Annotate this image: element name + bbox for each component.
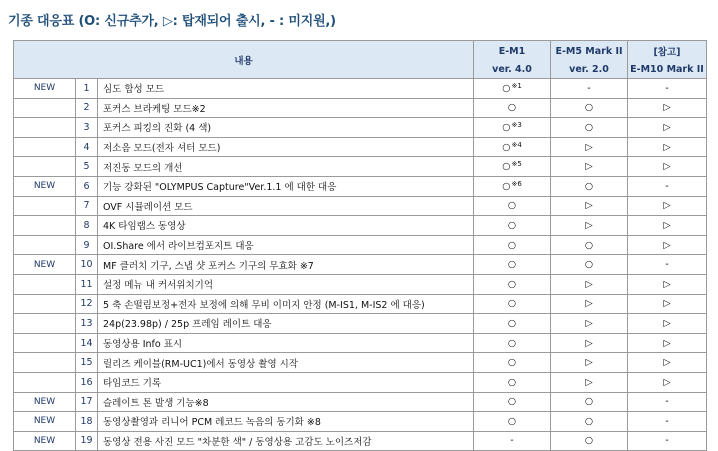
- row-em10-support-text: -: [665, 435, 669, 447]
- table-row: [14, 176, 707, 196]
- row-em5-support-text: ▷: [585, 141, 593, 153]
- row-em1-support-text: ○: [502, 161, 511, 173]
- row-feature: [98, 353, 474, 373]
- row-em5-support-text: ▷: [585, 278, 593, 290]
- row-em1-support-text: -: [510, 435, 514, 447]
- row-number: [76, 157, 98, 177]
- row-em10-support: [628, 353, 707, 373]
- row-new-badge-text: NEW: [33, 181, 56, 192]
- row-em5-support-text: ▷: [585, 219, 593, 231]
- row-feature: [98, 118, 474, 138]
- row-feature-text: OVF 시뮬레이션 모드: [103, 201, 193, 213]
- table-row: [14, 98, 707, 118]
- footnote-mark: ※3: [511, 120, 522, 129]
- row-feature-text: 심도 합성 모드: [103, 84, 165, 96]
- footnote-mark: ※6: [511, 179, 522, 188]
- row-em1-support: [474, 137, 551, 157]
- row-em10-support-text: ▷: [663, 161, 671, 173]
- row-em10-support: [628, 176, 707, 196]
- table-row: [14, 392, 707, 412]
- row-number-text: 11: [80, 278, 93, 290]
- row-em1-support-text: ○: [502, 82, 511, 94]
- row-em10-support-text: ▷: [663, 357, 671, 369]
- row-em1-support: [474, 176, 551, 196]
- row-new-badge: [14, 98, 76, 118]
- row-feature-text: 24p(23.98p) / 25p 프레임 레이트 대응: [103, 319, 272, 331]
- row-em5-support-text: ▷: [585, 298, 593, 310]
- table-row: [14, 255, 707, 275]
- row-em10-support: [628, 79, 707, 99]
- table-row: [14, 118, 707, 138]
- row-feature: [98, 137, 474, 157]
- row-feature-text: 릴리즈 케이블(RM-UC1)에서 동영상 촬영 시작: [103, 358, 299, 370]
- row-em10-support-text: -: [665, 180, 669, 192]
- row-number-text: 14: [80, 337, 93, 349]
- row-em10-support: [628, 372, 707, 392]
- row-number-text: 12: [80, 298, 93, 310]
- row-em10-support-text: -: [665, 82, 669, 94]
- model-support-table: [13, 40, 707, 451]
- row-number: [76, 372, 98, 392]
- table-row: [14, 216, 707, 236]
- row-em1-support: [474, 412, 551, 432]
- row-number-text: 3: [83, 121, 90, 133]
- row-new-badge: [14, 274, 76, 294]
- row-feature: [98, 333, 474, 353]
- row-em5-support: [551, 235, 628, 255]
- row-number-text: 1: [83, 82, 90, 94]
- row-feature-text: 동영상 전용 사진 모드 "차분한 색" / 동영상용 고감도 노이즈저감: [103, 436, 372, 448]
- row-number: [76, 392, 98, 412]
- row-number-text: 8: [83, 219, 90, 231]
- row-number-text: 4: [83, 141, 90, 153]
- row-em5-support-text: ▷: [585, 357, 593, 369]
- row-em5-support-text: -: [587, 82, 591, 94]
- row-em10-support-text: ▷: [663, 298, 671, 310]
- row-em5-support-text: ○: [584, 102, 594, 114]
- header-em10-reference: [참고]: [628, 41, 707, 62]
- row-feature-text: 슬레이트 톤 발생 기능※8: [103, 397, 209, 409]
- row-new-badge-text: NEW: [33, 416, 56, 427]
- row-feature-text: 5 축 손떨림보정+전자 보정에 의해 무비 이미지 안정 (M-IS1, M-IS2 에 대응): [103, 299, 425, 311]
- row-em5-support: [551, 176, 628, 196]
- row-number: [76, 118, 98, 138]
- row-em5-support: [551, 157, 628, 177]
- row-em1-support: [474, 157, 551, 177]
- row-em5-support-text: ▷: [585, 161, 593, 173]
- row-em10-support: [628, 255, 707, 275]
- row-feature: [98, 98, 474, 118]
- table-row: [14, 79, 707, 99]
- header-em1-version: ver. 4.0: [474, 61, 551, 79]
- row-em5-support-text: ○: [584, 415, 594, 427]
- row-em10-support: [628, 157, 707, 177]
- row-em5-support: [551, 333, 628, 353]
- row-em1-support: [474, 274, 551, 294]
- row-number-text: 10: [80, 259, 93, 271]
- row-new-badge: [14, 372, 76, 392]
- row-new-badge-text: NEW: [33, 396, 56, 407]
- row-feature: [98, 157, 474, 177]
- row-em1-support: [474, 79, 551, 99]
- row-em5-support-text: ○: [584, 180, 594, 192]
- row-em1-support: [474, 294, 551, 314]
- row-em5-support-text: ▷: [585, 337, 593, 349]
- row-em10-support-text: ▷: [663, 337, 671, 349]
- row-number: [76, 353, 98, 373]
- row-feature: [98, 372, 474, 392]
- row-em1-support-text: ○: [507, 337, 517, 349]
- row-feature-text: OI.Share 에서 라이브컴포지트 대응: [103, 241, 254, 253]
- row-feature-text: 기능 강화된 "OLYMPUS Capture"Ver.1.1 에 대한 대응: [103, 182, 337, 194]
- row-number-text: 16: [80, 376, 93, 388]
- row-new-badge: [14, 314, 76, 334]
- header-content: 내용: [14, 41, 474, 79]
- row-new-badge: [14, 353, 76, 373]
- table-row: [14, 353, 707, 373]
- row-em1-support-text: ○: [502, 121, 511, 133]
- row-em1-support-text: ○: [507, 415, 517, 427]
- row-em1-support: [474, 353, 551, 373]
- row-number: [76, 196, 98, 216]
- row-em1-support: [474, 372, 551, 392]
- row-em10-support-text: -: [665, 259, 669, 271]
- row-em5-support: [551, 412, 628, 432]
- table-row: [14, 274, 707, 294]
- row-em10-support: [628, 98, 707, 118]
- row-feature-text: 동영상용 Info 표시: [103, 339, 183, 351]
- row-em10-support: [628, 412, 707, 432]
- row-em10-support: [628, 333, 707, 353]
- row-em5-support-text: ○: [584, 239, 594, 251]
- row-number-text: 9: [83, 239, 90, 251]
- row-em1-support-text: ○: [507, 357, 517, 369]
- row-feature: [98, 392, 474, 412]
- row-em10-support-text: ▷: [663, 141, 671, 153]
- row-em10-support-text: ▷: [663, 219, 671, 231]
- row-feature-text: 타임코드 기록: [103, 378, 162, 390]
- row-em10-support-text: ▷: [663, 200, 671, 212]
- header-em10-model: E-M10 Mark II: [628, 61, 707, 79]
- row-new-badge: [14, 392, 76, 412]
- row-em1-support: [474, 118, 551, 138]
- row-em1-support-text: ○: [507, 102, 517, 114]
- table-row: [14, 314, 707, 334]
- row-new-badge: [14, 137, 76, 157]
- row-em5-support-text: ○: [584, 259, 594, 271]
- row-em5-support-text: ▷: [585, 376, 593, 388]
- row-em5-support: [551, 98, 628, 118]
- row-em10-support: [628, 314, 707, 334]
- row-em10-support-text: ▷: [663, 317, 671, 329]
- row-em1-support-text: ○: [502, 180, 511, 192]
- page-title: 기종 대응표 (O: 신규추가, ▷: 탑재되어 출시, - : 미지원,): [8, 14, 336, 29]
- row-em1-support-text: ○: [507, 376, 517, 388]
- row-em10-support-text: ▷: [663, 278, 671, 290]
- row-em1-support: [474, 392, 551, 412]
- row-feature: [98, 216, 474, 236]
- row-number-text: 5: [83, 161, 90, 173]
- table-row: [14, 235, 707, 255]
- row-feature: [98, 196, 474, 216]
- row-number-text: 19: [80, 435, 93, 447]
- row-em5-support: [551, 372, 628, 392]
- row-em10-support: [628, 118, 707, 138]
- row-em10-support: [628, 274, 707, 294]
- row-em5-support: [551, 274, 628, 294]
- row-em10-support: [628, 216, 707, 236]
- header-em5-version: ver. 2.0: [551, 61, 628, 79]
- row-number: [76, 216, 98, 236]
- row-em5-support-text: ▷: [585, 317, 593, 329]
- row-em1-support: [474, 98, 551, 118]
- row-em1-support: [474, 196, 551, 216]
- row-number: [76, 314, 98, 334]
- row-feature-text: 포커스 브라케팅 모드※2: [103, 103, 206, 115]
- table-row: [14, 412, 707, 432]
- row-em5-support: [551, 353, 628, 373]
- row-feature: [98, 235, 474, 255]
- row-feature-text: 포커스 피킹의 진화 (4 색): [103, 123, 212, 135]
- row-number: [76, 294, 98, 314]
- row-em5-support-text: ▷: [585, 200, 593, 212]
- row-em1-support: [474, 314, 551, 334]
- row-new-badge: [14, 333, 76, 353]
- row-em5-support: [551, 79, 628, 99]
- footnote-mark: ※4: [511, 140, 522, 149]
- row-new-badge-text: NEW: [33, 435, 56, 446]
- row-feature: [98, 274, 474, 294]
- row-em1-support-text: ○: [507, 278, 517, 290]
- table-row: [14, 137, 707, 157]
- table-row: [14, 157, 707, 177]
- row-feature: [98, 255, 474, 275]
- row-em5-support-text: ○: [584, 435, 594, 447]
- row-feature: [98, 294, 474, 314]
- row-number: [76, 98, 98, 118]
- row-em1-support: [474, 333, 551, 353]
- row-em10-support-text: -: [665, 415, 669, 427]
- table-body: [14, 79, 707, 451]
- row-em1-support: [474, 255, 551, 275]
- row-new-badge: [14, 176, 76, 196]
- row-number: [76, 255, 98, 275]
- row-new-badge-text: NEW: [33, 83, 56, 94]
- row-number: [76, 333, 98, 353]
- row-new-badge: [14, 157, 76, 177]
- row-em5-support: [551, 255, 628, 275]
- row-em10-support-text: ▷: [663, 102, 671, 114]
- row-em5-support: [551, 392, 628, 412]
- row-em1-support-text: ○: [507, 239, 517, 251]
- row-em10-support-text: ▷: [663, 239, 671, 251]
- row-em1-support-text: ○: [507, 219, 517, 231]
- row-number-text: 15: [80, 357, 93, 369]
- row-number: [76, 79, 98, 99]
- row-em5-support: [551, 137, 628, 157]
- table-row: [14, 333, 707, 353]
- footnote-mark: ※5: [511, 160, 522, 169]
- footnote-mark: ※1: [511, 81, 522, 90]
- row-em1-support-text: ○: [502, 141, 511, 153]
- row-em5-support-text: ○: [584, 121, 594, 133]
- row-feature-text: 동영상촬영과 리니어 PCM 레코드 녹음의 동기화 ※8: [103, 417, 321, 429]
- row-em5-support: [551, 118, 628, 138]
- row-em5-support: [551, 314, 628, 334]
- row-em1-support-text: ○: [507, 298, 517, 310]
- row-em5-support: [551, 196, 628, 216]
- row-feature-text: 4K 타임랩스 동영상: [103, 221, 186, 233]
- row-feature-text: MF 클러치 기구, 스냅 샷 포커스 기구의 무효화 ※7: [103, 260, 314, 272]
- row-em5-support: [551, 216, 628, 236]
- row-em1-support-text: ○: [507, 317, 517, 329]
- row-number: [76, 274, 98, 294]
- row-em5-support-text: ○: [584, 396, 594, 408]
- row-em10-support: [628, 235, 707, 255]
- row-em1-support: [474, 216, 551, 236]
- row-feature: [98, 314, 474, 334]
- row-em10-support-text: ▷: [663, 376, 671, 388]
- header-em5-model: E-M5 Mark II: [551, 41, 628, 62]
- row-new-badge: [14, 235, 76, 255]
- table-row: [14, 196, 707, 216]
- header-em1-model: E-M1: [474, 41, 551, 62]
- row-feature-text: 저진동 모드의 개선: [103, 162, 183, 174]
- row-em5-support: [551, 294, 628, 314]
- row-number: [76, 137, 98, 157]
- row-number: [76, 412, 98, 432]
- row-new-badge: [14, 196, 76, 216]
- row-new-badge: [14, 255, 76, 275]
- row-new-badge: [14, 79, 76, 99]
- row-em10-support: [628, 196, 707, 216]
- row-number: [76, 176, 98, 196]
- row-em10-support-text: ▷: [663, 121, 671, 133]
- row-number-text: 13: [80, 317, 93, 329]
- row-new-badge: [14, 216, 76, 236]
- row-new-badge: [14, 412, 76, 432]
- row-new-badge: [14, 294, 76, 314]
- row-number-text: 7: [83, 200, 90, 212]
- row-em10-support-text: -: [665, 396, 669, 408]
- row-feature: [98, 412, 474, 432]
- row-new-badge: [14, 118, 76, 138]
- row-feature-text: 설정 메뉴 내 커서위치기억: [103, 280, 214, 292]
- row-new-badge-text: NEW: [33, 259, 56, 270]
- row-em1-support-text: ○: [507, 259, 517, 271]
- row-em1-support: [474, 235, 551, 255]
- row-em1-support-text: ○: [507, 200, 517, 212]
- row-feature-text: 저소음 모드(전자 셔터 모드): [103, 143, 221, 155]
- row-number-text: 6: [83, 180, 90, 192]
- row-em10-support: [628, 137, 707, 157]
- table-row: [14, 372, 707, 392]
- row-number-text: 18: [80, 415, 93, 427]
- row-feature: [98, 176, 474, 196]
- row-em1-support-text: ○: [507, 396, 517, 408]
- row-number-text: 17: [80, 396, 93, 408]
- row-number: [76, 235, 98, 255]
- row-em10-support: [628, 294, 707, 314]
- row-feature: [98, 79, 474, 99]
- table-row: [14, 294, 707, 314]
- row-number-text: 2: [83, 102, 90, 114]
- row-em10-support: [628, 392, 707, 412]
